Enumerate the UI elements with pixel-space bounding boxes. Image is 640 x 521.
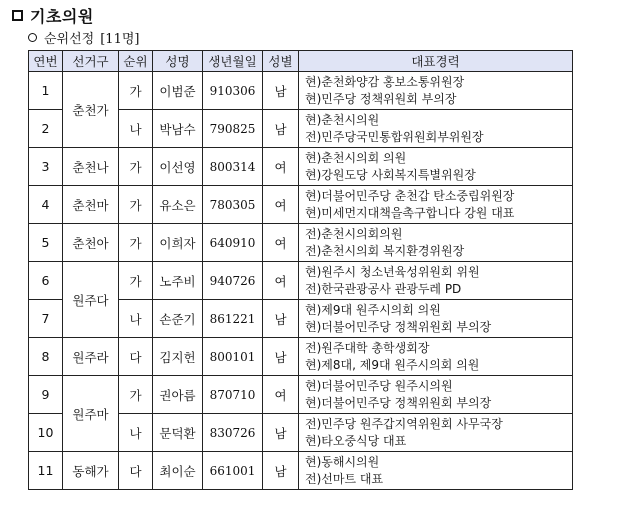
cell-rank: 다 bbox=[119, 338, 153, 376]
cell-gender: 여 bbox=[263, 148, 299, 186]
table-row bbox=[29, 262, 573, 300]
cell-gender: 남 bbox=[263, 300, 299, 338]
cell-name: 최이순 bbox=[153, 452, 203, 490]
table-row bbox=[29, 148, 573, 186]
section-title-text: 기초의원 bbox=[30, 6, 94, 26]
cell-birth: 661001 bbox=[203, 452, 263, 490]
career-line: 현)춘천화양감 홍보소통위원장 bbox=[305, 74, 465, 89]
career-line: 현)더불어민주당 원주시의원 bbox=[305, 378, 453, 393]
cell-rank: 가 bbox=[119, 148, 153, 186]
cell-gender: 남 bbox=[263, 338, 299, 376]
cell-district: 원주라 bbox=[63, 338, 119, 376]
cell-district: 동해가 bbox=[63, 452, 119, 490]
cell-no: 6 bbox=[29, 262, 63, 300]
cell-gender: 남 bbox=[263, 72, 299, 110]
career-line: 전)민주당 원주갑지역위원회 사무국장 bbox=[305, 416, 503, 431]
cell-career bbox=[299, 186, 573, 224]
career-line: 현)더불어민주당 정책위원회 부의장 bbox=[305, 319, 492, 334]
cell-name: 손준기 bbox=[153, 300, 203, 338]
cell-no: 4 bbox=[29, 186, 63, 224]
cell-gender: 여 bbox=[263, 186, 299, 224]
header-name: 성명 bbox=[153, 51, 203, 72]
career-line: 현)제9대 원주시의회 의원 bbox=[305, 302, 441, 317]
cell-gender: 여 bbox=[263, 224, 299, 262]
cell-name: 유소은 bbox=[153, 186, 203, 224]
cell-career bbox=[299, 262, 573, 300]
cell-name: 김지헌 bbox=[153, 338, 203, 376]
career-line: 현)더불어민주당 정책위원회 부의장 bbox=[305, 395, 492, 410]
career-line: 전)한국관광공사 관광두레 PD bbox=[305, 281, 462, 296]
cell-no: 7 bbox=[29, 300, 63, 338]
subsection-count: [11명] bbox=[100, 31, 140, 47]
cell-career bbox=[299, 224, 573, 262]
career-line: 전)춘천시의회의원 bbox=[305, 226, 403, 241]
cell-district: 춘천나 bbox=[63, 148, 119, 186]
career-line: 전)민주당국민통합위원회부위원장 bbox=[305, 129, 484, 144]
cell-no: 2 bbox=[29, 110, 63, 148]
cell-rank: 다 bbox=[119, 452, 153, 490]
candidate-table bbox=[28, 50, 573, 490]
cell-name: 이희자 bbox=[153, 224, 203, 262]
cell-birth: 640910 bbox=[203, 224, 263, 262]
section-title bbox=[12, 4, 94, 26]
career-line: 현)동해시의원 bbox=[305, 454, 380, 469]
cell-gender: 여 bbox=[263, 376, 299, 414]
cell-name: 문덕환 bbox=[153, 414, 203, 452]
header-district: 선거구 bbox=[63, 51, 119, 72]
circle-bullet-icon bbox=[28, 33, 37, 42]
subsection-heading bbox=[28, 28, 139, 46]
cell-district: 춘천가 bbox=[63, 72, 119, 148]
cell-rank: 나 bbox=[119, 110, 153, 148]
table-row bbox=[29, 376, 573, 414]
career-line: 현)미세먼지대책을촉구합니다 강원 대표 bbox=[305, 205, 515, 220]
cell-no: 1 bbox=[29, 72, 63, 110]
cell-district: 원주마 bbox=[63, 376, 119, 452]
cell-birth: 910306 bbox=[203, 72, 263, 110]
career-line: 전)춘천시의회 복지환경위원장 bbox=[305, 243, 465, 258]
cell-rank: 나 bbox=[119, 300, 153, 338]
career-line: 현)춘천시의회 의원 bbox=[305, 150, 407, 165]
table-row bbox=[29, 338, 573, 376]
cell-no: 5 bbox=[29, 224, 63, 262]
table-header-row bbox=[29, 51, 573, 72]
cell-rank: 가 bbox=[119, 224, 153, 262]
header-career: 대표경력 bbox=[299, 51, 573, 72]
career-line: 현)춘천시의원 bbox=[305, 112, 380, 127]
cell-no: 3 bbox=[29, 148, 63, 186]
career-line: 현)원주시 청소년육성위원회 위원 bbox=[305, 264, 480, 279]
cell-gender: 남 bbox=[263, 452, 299, 490]
cell-birth: 790825 bbox=[203, 110, 263, 148]
cell-district: 춘천아 bbox=[63, 224, 119, 262]
table-row bbox=[29, 224, 573, 262]
cell-no: 11 bbox=[29, 452, 63, 490]
cell-name: 권아름 bbox=[153, 376, 203, 414]
cell-career bbox=[299, 376, 573, 414]
cell-career bbox=[299, 110, 573, 148]
cell-no: 8 bbox=[29, 338, 63, 376]
cell-career bbox=[299, 72, 573, 110]
cell-birth: 800101 bbox=[203, 338, 263, 376]
career-line: 현)더불어민주당 춘천갑 탄소중립위원장 bbox=[305, 188, 515, 203]
subsection-label: 순위선정 bbox=[44, 31, 95, 47]
cell-career bbox=[299, 300, 573, 338]
career-line: 현)타오중식당 대표 bbox=[305, 433, 407, 448]
cell-rank: 가 bbox=[119, 72, 153, 110]
header-no: 연번 bbox=[29, 51, 63, 72]
career-line: 현)제8대, 제9대 원주시의회 의원 bbox=[305, 357, 480, 372]
table-row bbox=[29, 186, 573, 224]
table-row bbox=[29, 452, 573, 490]
cell-birth: 780305 bbox=[203, 186, 263, 224]
career-line: 전)원주대학 총학생회장 bbox=[305, 340, 430, 355]
cell-no: 10 bbox=[29, 414, 63, 452]
career-line: 현)강원도당 사회복지특별위원장 bbox=[305, 167, 476, 182]
checkbox-bullet-icon bbox=[12, 10, 23, 21]
cell-name: 이선영 bbox=[153, 148, 203, 186]
cell-name: 박남수 bbox=[153, 110, 203, 148]
cell-name: 이범준 bbox=[153, 72, 203, 110]
cell-gender: 남 bbox=[263, 110, 299, 148]
cell-gender: 여 bbox=[263, 262, 299, 300]
career-line: 현)민주당 정책위원회 부의장 bbox=[305, 91, 457, 106]
header-rank: 순위 bbox=[119, 51, 153, 72]
cell-rank: 나 bbox=[119, 414, 153, 452]
cell-birth: 830726 bbox=[203, 414, 263, 452]
header-birth: 생년월일 bbox=[203, 51, 263, 72]
cell-birth: 870710 bbox=[203, 376, 263, 414]
cell-birth: 940726 bbox=[203, 262, 263, 300]
cell-no: 9 bbox=[29, 376, 63, 414]
cell-gender: 남 bbox=[263, 414, 299, 452]
career-line: 전)선마트 대표 bbox=[305, 471, 384, 486]
cell-district: 원주다 bbox=[63, 262, 119, 338]
cell-rank: 가 bbox=[119, 262, 153, 300]
cell-rank: 가 bbox=[119, 376, 153, 414]
cell-career bbox=[299, 148, 573, 186]
cell-birth: 800314 bbox=[203, 148, 263, 186]
table-row bbox=[29, 72, 573, 110]
cell-career bbox=[299, 452, 573, 490]
cell-rank: 가 bbox=[119, 186, 153, 224]
cell-career bbox=[299, 414, 573, 452]
cell-name: 노주비 bbox=[153, 262, 203, 300]
cell-career bbox=[299, 338, 573, 376]
cell-district: 춘천마 bbox=[63, 186, 119, 224]
cell-birth: 861221 bbox=[203, 300, 263, 338]
header-gender: 성별 bbox=[263, 51, 299, 72]
